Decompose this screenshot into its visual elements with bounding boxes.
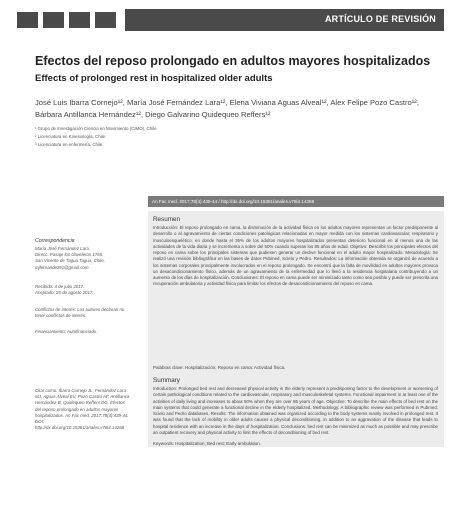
citation-doi-bar: An Fac med. 2017;78(4):439-44 / http://dx.doi.org/10.15381/anales.v78i4.14268: [148, 196, 444, 207]
section-header-bar: [17, 9, 444, 31]
correspondence-name: María José Fernández Lara: [35, 246, 89, 251]
header-square-4: [95, 12, 116, 28]
header-square-1: [17, 12, 38, 28]
abstract-es-text: Introducción: El reposo prolongado en cama, la disminución de la actividad física en los adultos mayores representan un factor predisponente al desarrollo o al agravamiento de ciertas condiciones patológicas relacionadas en mayor medida con los sistemas cardiovascular, respiratorio y musculoesquelético, en donde hasta el 35% de los adultos mayores hospitalizados presentan deterioro funcional en al menos una de las actividades de la vida diaria y se incrementa a sobre del 50% cuando superan los 85 años de edad. Objetivo: Describir los principales efectos del reposo en cama sobre los principales sistemas que pudiesen generar un declive funcional en el adulto mayor hospitalizado. Metodología: Se realizó una revisión bibliográfica en las bases de datos Pubmed, Scielo y Pedro. Resultados: La información obtenida se organizó de acuerdo a los sistemas corporales principalmente involucrados en el reposo prolongado. Se encontró que la falta de movilidad en adultos mayores provoca un desacondicionamiento físico, además de un agravamiento de la enfermedad que lo llevó a la residencia hospitalaria contribuyendo a un aumento de los días de hospitalización. Conclusiones: El reposo en cama puede ser minimizado tanto como sea posible y puede ser prescrita una recuperación ambulatoria y actividad física para limitar los efectos de desacondicionamiento del reposo en cama.: [153, 225, 438, 287]
correspondence-address-2: San Vicente de Tagua Tagua, Chile,: [35, 258, 105, 264]
affiliation-3: ³ Licenciatura en enfermería, Chile.: [35, 142, 104, 147]
author-list: José Luis Ibarra Cornejo¹², María José Fernández Lara¹², Elena Viviana Aguas Alveal¹², Alex Felipe Pozo Castro¹², Bárbara Antillanca Hernández¹², Diego Galvarino Quidequeo Reffers¹²: [35, 98, 419, 119]
article-title-en: Effects of prolonged rest in hospitalized older adults: [35, 73, 273, 84]
abstract-es-heading: Resumen: [153, 216, 180, 223]
received-date: Recibido: 4 de julio 2017.: [35, 284, 85, 289]
correspondence-email[interactable]: mjfernandez91@gmail.com: [35, 264, 89, 270]
accepted-date: Aceptado: 25 de agosto 2017.: [35, 290, 94, 296]
article-title-es: Efectos del reposo prolongado en adultos mayores hospitalizados: [35, 54, 431, 68]
abstract-en-text: Introduction: Prolonged bed rest and decreased physical activity in the elderly represent a predisposing factor to the development or worsening of certain pathological conditions related to the cardiovascular, respiratory and musculoskeletal systems. Functional impairment in at least one of the activities of daily living and increases to about 50% when they are over 85 years of age. Objective: To describe the main effects of bed rest on the main systems that could generate a functional decline in the elderly hospitalized. Methodology: A bibliographic review was performed in Pubmed, Scielo and Pedro databases. Results: The information obtained was organized according to the body systems mainly involved in prolonged rest. It was found that the lack of mobility in older adults causes a physical deconditioning, in addition to an aggravation of the disease that leads to hospital residence with an increase in the days of hospitalization. Conclusions: bed rest can be minimized as much as possible and may prescribe an outpatient recovery and physical activity to limit the effects of deconditioning of bed rest.: [153, 386, 438, 435]
header-square-2: [43, 12, 64, 28]
conflict-of-interest: Conflictos de interés: Los autores declaran no tener conflictos de interés.: [35, 307, 125, 319]
correspondence-heading: Correspondencia: [35, 238, 75, 244]
keywords-en: Keywords: Hospitalization; Bed rest; Early ambulation.: [153, 441, 262, 446]
dates-block: [35, 284, 130, 296]
abstract-en-heading: Summary: [153, 377, 180, 384]
affiliation-1: ¹ Grupo de Investigación Ciencia en Movimiento (CIMO), Chile.: [35, 126, 158, 131]
how-to-cite: Citar como: Ibarra Cornejo JL, Fernández Lara MJ, Aguas Alveal EV, Pozo Castro AF, Antillanca Hernández B, Quidequeo Reffers DG. Efectos del reposo prolongado en adultos mayores hospitalizados. An Fac med. 2017;78(4):439-44. DOI: http://dx.doi.org/10.15381/anales.v78i4.14268: [35, 388, 130, 431]
keywords-es: Palabras clave: Hospitalización; Reposo en cama; Actividad física.: [153, 365, 286, 370]
affiliation-2: ² Licenciatura en Kinesiología, Chile.: [35, 134, 107, 139]
correspondence-address-1: Direcc. Pasaje los claveleros 1765,: [35, 252, 104, 258]
header-square-3: [69, 12, 90, 28]
section-tag: ARTÍCULO DE REVISIÓN: [125, 9, 444, 31]
funding-statement: Financiamiento: Autofinanciado.: [35, 329, 98, 334]
correspondence-block: [35, 246, 130, 271]
